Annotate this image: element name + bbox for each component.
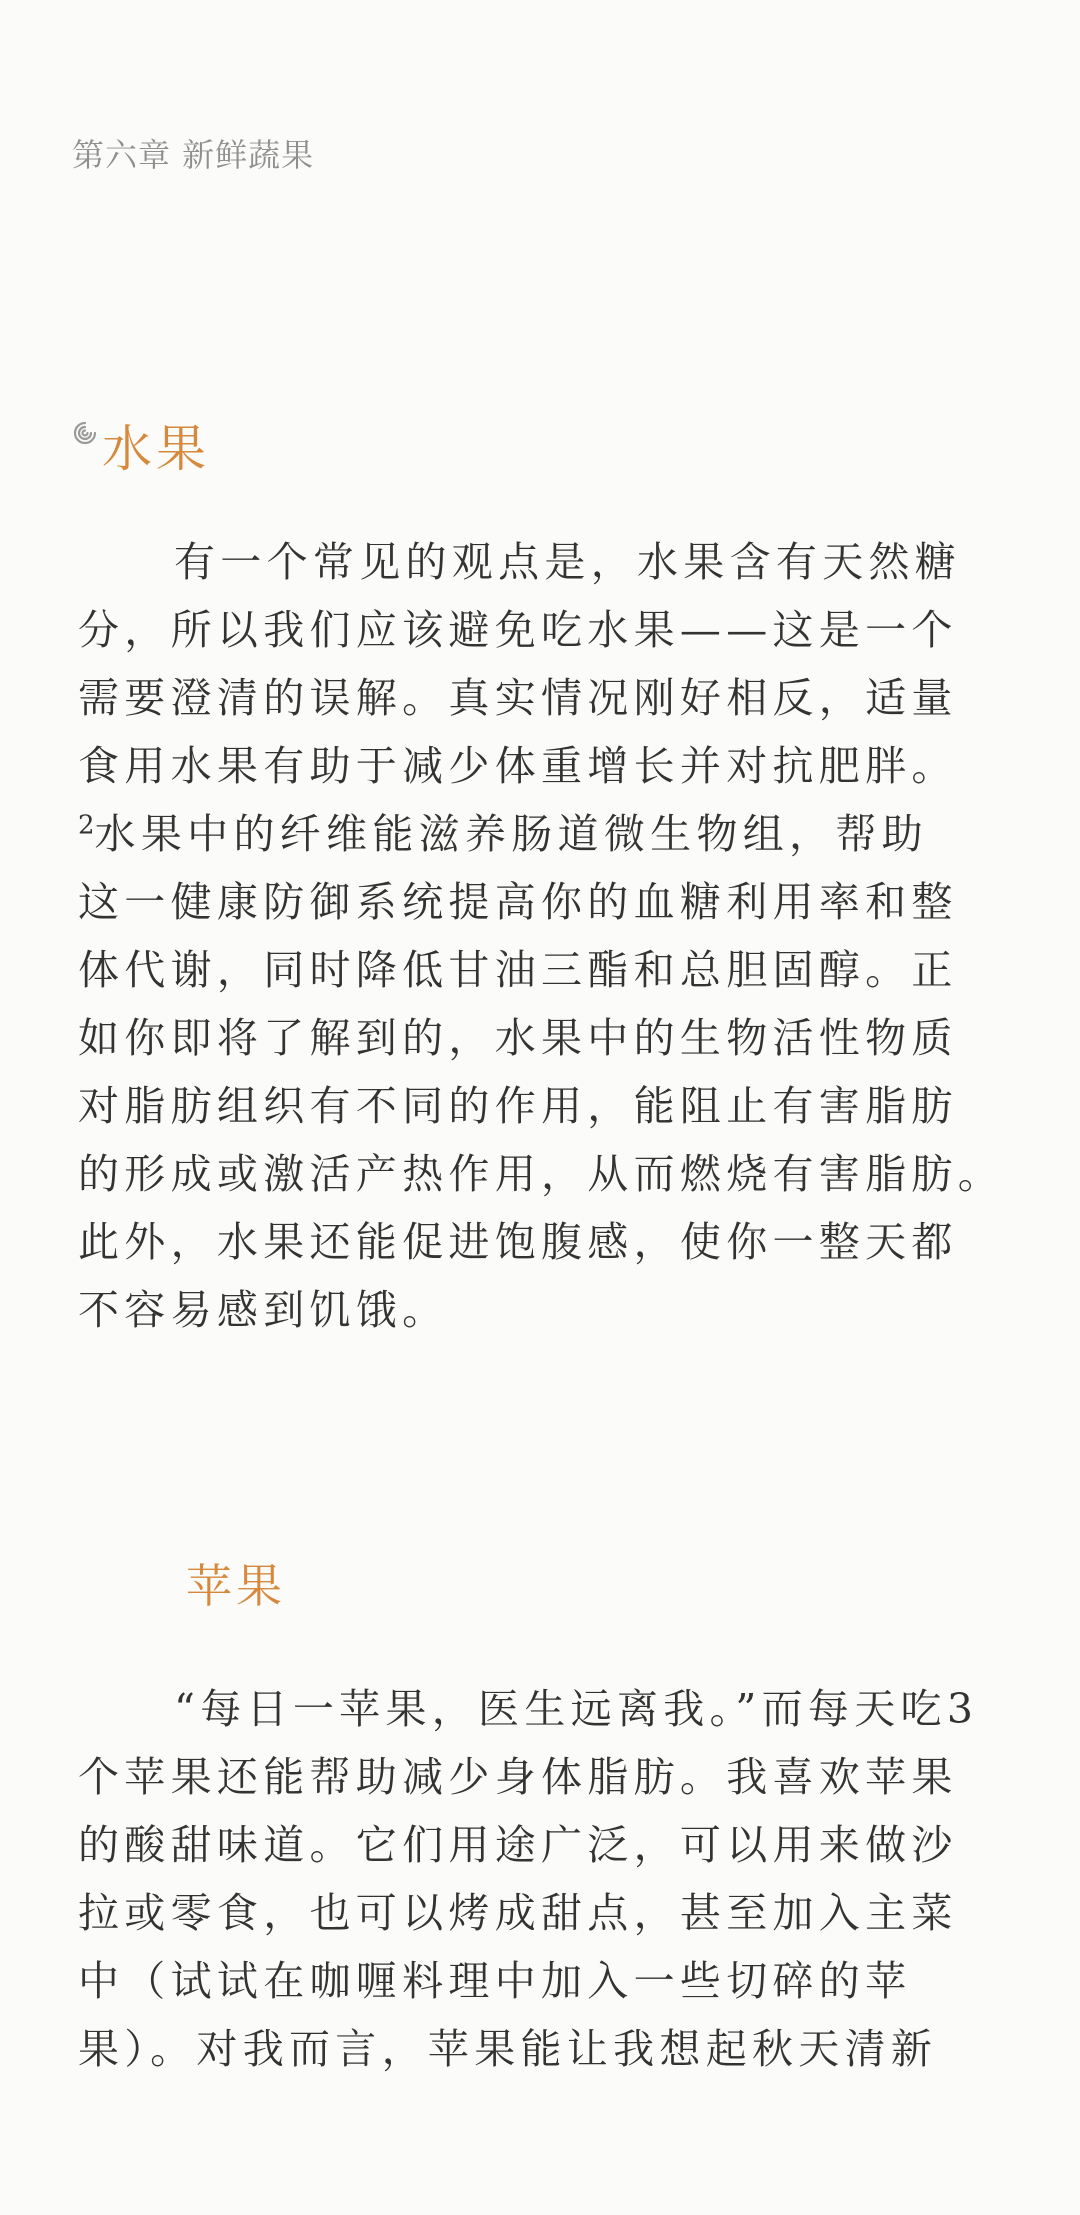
footnote-ref[interactable]: 2 bbox=[78, 810, 95, 841]
text-line: 此外，水果还能促进饱腹感，使你一整天都 bbox=[78, 1218, 958, 1266]
text-line: 分，所以我们应该避免吃水果——这是一个 bbox=[78, 606, 958, 654]
text-line: 不容易感到饥饿。 bbox=[78, 1286, 449, 1334]
text-line: 如你即将了解到的，水果中的生物活性物质 bbox=[78, 1014, 958, 1062]
text-line: 中（试试在咖喱料理中加入一些切碎的苹 bbox=[78, 1957, 912, 2005]
text-line: 水果中的纤维能滋养肠道微生物组，帮助 bbox=[94, 810, 928, 858]
chapter-header: 第六章 新鲜蔬果 bbox=[72, 136, 315, 174]
body-paragraph bbox=[78, 528, 1008, 1344]
text-line: 个苹果还能帮助减少身体脂肪。我喜欢苹果 bbox=[78, 1753, 958, 1801]
text-line: 食用水果有助于减少体重增长并对抗肥胖。 bbox=[78, 742, 958, 790]
body-paragraph bbox=[78, 1675, 1008, 2083]
text-line: “每日一苹果，医生远离我。”而每天吃3 bbox=[174, 1685, 979, 1733]
text-line: 果）。对我而言，苹果能让我想起秋天清新 bbox=[78, 2025, 938, 2073]
section-title: 水果 bbox=[102, 420, 210, 478]
text-line-with-footnote bbox=[78, 800, 1008, 868]
text-line: 的酸甜味道。它们用途广泛，可以用来做沙 bbox=[78, 1821, 958, 1869]
section-heading bbox=[72, 418, 210, 480]
text-line: 有一个常见的观点是，水果含有天然糖 bbox=[174, 538, 962, 586]
text-line: 对脂肪组织有不同的作用，能阻止有害脂肪 bbox=[78, 1082, 958, 1130]
text-line: 的形成或激活产热作用，从而燃烧有害脂肪。 bbox=[78, 1150, 1004, 1198]
spiral-ornament-icon bbox=[72, 420, 98, 446]
text-line: 这一健康防御系统提高你的血糖利用率和整 bbox=[78, 878, 958, 926]
text-line: 体代谢，同时降低甘油三酯和总胆固醇。正 bbox=[78, 946, 958, 994]
subsection-title: 苹果 bbox=[186, 1559, 286, 1613]
text-line: 拉或零食，也可以烤成甜点，甚至加入主菜 bbox=[78, 1889, 958, 1937]
text-line: 需要澄清的误解。真实情况刚好相反，适量 bbox=[78, 674, 958, 722]
